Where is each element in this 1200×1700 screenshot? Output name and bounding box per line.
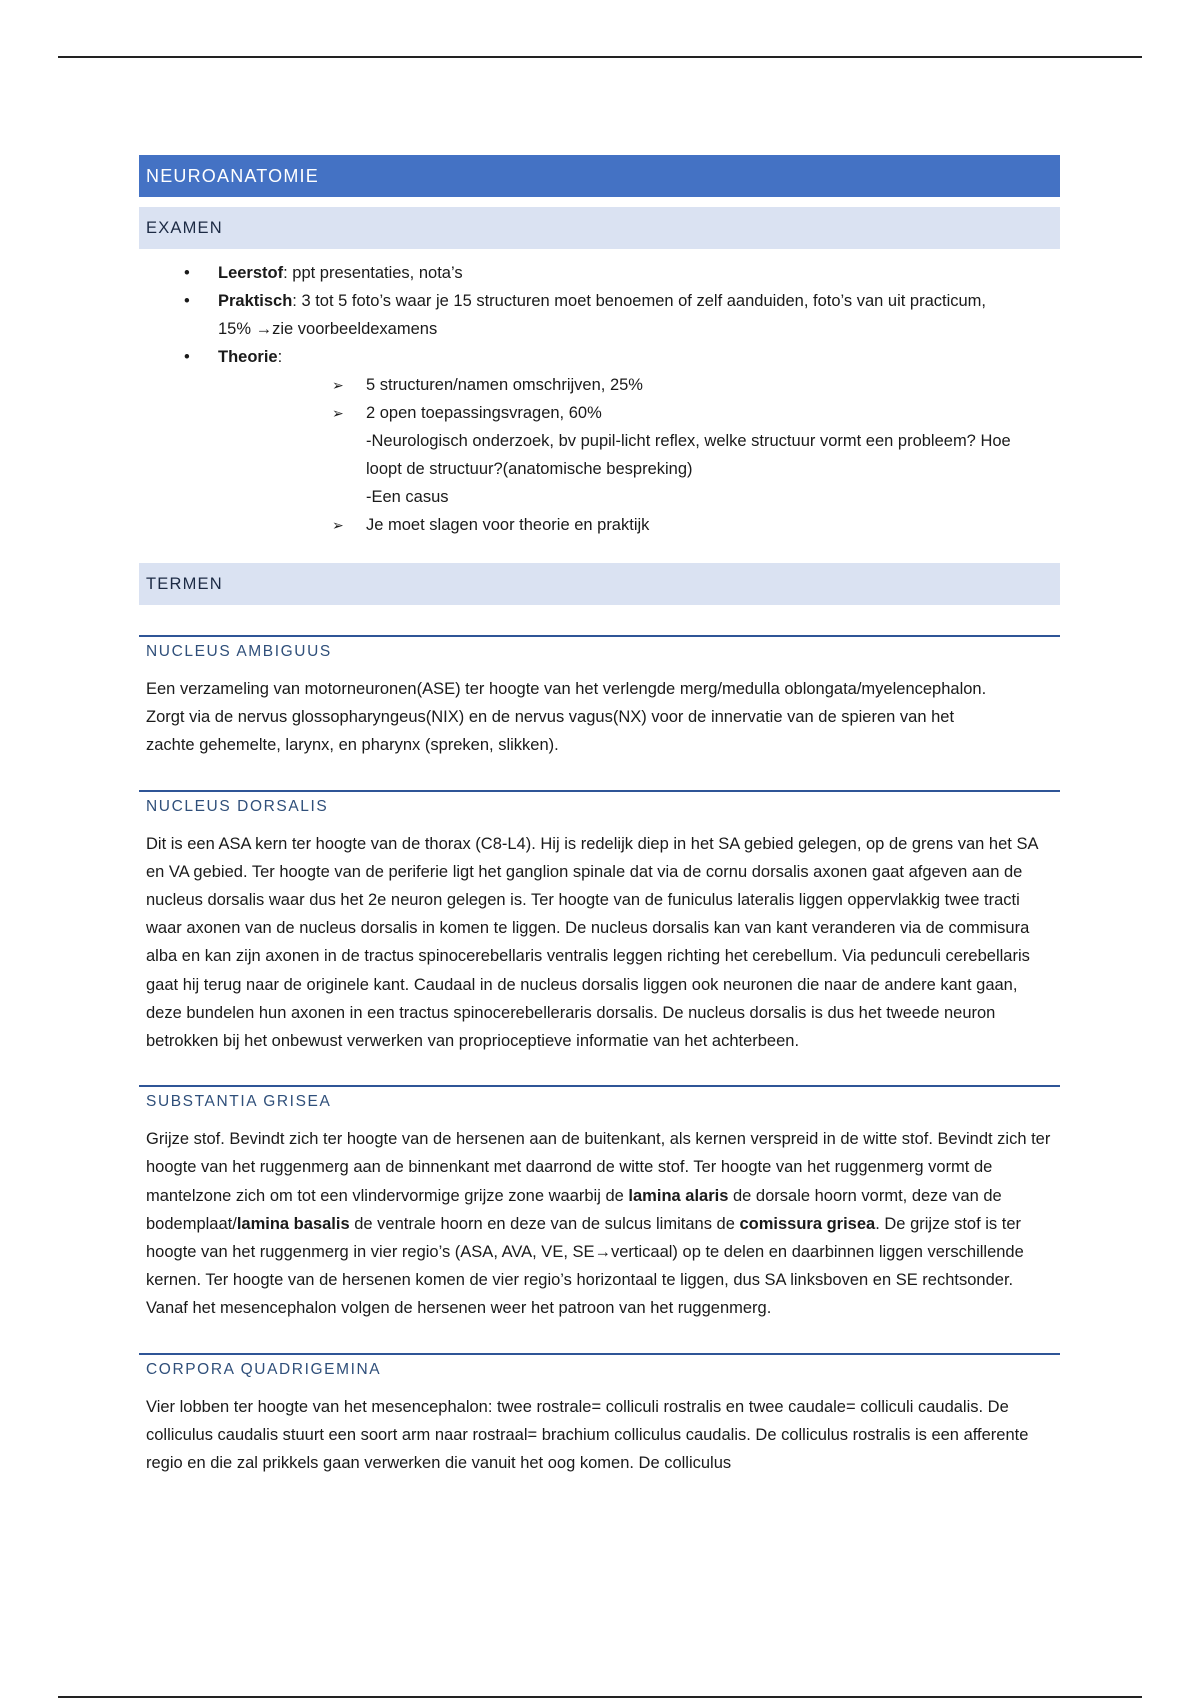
- term-body-nucleus-ambiguus: Een verzameling van motorneuronen(ASE) ter hoogte van het verlengde merg/medulla oblongata/myelencephalon. Zorgt via de nervus glossopharyngeus(NIX) en de nervus vagus(NX) voor de innervatie van de spieren van het zachte gehemelte, larynx, en pharynx (spreken, slikken).: [146, 680, 987, 755]
- document-title: [139, 155, 1060, 197]
- section-heading-examen-text: EXAMEN: [146, 218, 223, 237]
- list-item-text: : ppt presentaties, nota’s: [283, 264, 463, 282]
- term-heading-text: NUCLEUS AMBIGUUS: [146, 643, 332, 660]
- bullet-icon: •: [184, 292, 190, 310]
- arrow-bullet-icon: ➢: [332, 377, 344, 393]
- list-item-label: Theorie: [218, 348, 278, 366]
- sublist-item-text: Je moet slagen voor theorie en praktijk: [366, 516, 650, 534]
- term-body-text: de ventrale hoorn en deze van de sulcus limitans de: [349, 1214, 740, 1233]
- section-heading-termen: [139, 563, 1060, 605]
- term-heading-substantia-grisea: [139, 1085, 1060, 1111]
- document-content: [139, 155, 1060, 1477]
- list-item-label: Leerstof: [218, 264, 284, 282]
- term-body-text: . De grijze stof is ter hoogte van het ruggenmerg in vier regio’s (ASA, AVA, VE, SE→verticaal) op te delen en daarbinnen liggen verschillende kernen. Ter hoogte van de hersenen komen de vier regio’s horizontaal te liggen, dus SA linksboven en SE rechtsonder. Vanaf het mesencephalon volgen de hersenen weer het patroon van het ruggenmerg.: [146, 1214, 1024, 1318]
- term-heading-text: NUCLEUS DORSALIS: [146, 797, 329, 815]
- term-bold-text: lamina basalis: [236, 1214, 350, 1233]
- sublist-item: [218, 371, 1060, 399]
- bullet-icon: •: [184, 264, 190, 282]
- term-body-substantia-grisea: [139, 1125, 1060, 1322]
- list-item-praktisch: [139, 287, 1060, 343]
- arrow-bullet-icon: ➢: [332, 517, 344, 533]
- list-item-label: Praktisch: [218, 292, 293, 310]
- examen-list: [139, 259, 1060, 539]
- term-body-nucleus-dorsalis: Dit is een ASA kern ter hoogte van de thorax (C8-L4). Hij is redelijk diep in het SA gebied gelegen, op de grens van het SA en VA gebied. Ter hoogte van de periferie ligt het ganglion spinale dat via de cornu dorsalis axonen gaat afgeven aan de nucleus dorsalis waar dus het 2e neuron gelegen is. Ter hoogte van de funiculus lateralis liggen oppervlakkig twee tracti waar axonen van de nucleus dorsalis in komen te liggen. De nucleus dorsalis kan van kant veranderen via de commisura alba en kan zijn axonen in de tractus spinocerebellaris ventralis leggen richting het cerebellum. Via pedunculi cerebellaris gaat hij terug naar de originele kant. Caudaal in de nucleus dorsalis liggen ook neuronen die naar de andere kant gaan, deze bundelen hun axonen in een tractus spinocerebelleraris dorsalis. De nucleus dorsalis is dus het tweede neuron betrokken bij het onbewust verwerken van proprioceptieve informatie van het achterbeen.: [146, 834, 1038, 1051]
- term-heading-nucleus-ambiguus: [139, 635, 1060, 661]
- sublist-item-continuation: -Neurologisch onderzoek, bv pupil-licht reflex, welke structuur vormt een probleem? Hoe loopt de structuur?(anatomische bespreking): [366, 432, 1011, 478]
- section-heading-examen: [139, 207, 1060, 249]
- term-body-corpora-quadrigemina: Vier lobben ter hoogte van het mesencephalon: twee rostrale= colliculi rostralis en twee caudale= colliculi caudalis. De colliculus caudalis stuurt een soort arm naar rostraal= brachium colliculus caudalis. De colliculus rostralis is een afferente regio en die zal prikkels gaan verwerken die vanuit het oog komen. De colliculus: [146, 1397, 1029, 1473]
- section-heading-termen-text: TERMEN: [146, 574, 223, 593]
- theorie-sublist: [297, 371, 1060, 539]
- list-item-text: :: [277, 348, 283, 366]
- document-title-text: NEUROANATOMIE: [146, 165, 319, 186]
- sublist-item: [218, 399, 1060, 511]
- term-heading-text: CORPORA QUADRIGEMINA: [146, 1360, 382, 1378]
- sublist-item-text: 5 structuren/namen omschrijven, 25%: [366, 376, 643, 394]
- list-item-theorie: [139, 343, 1060, 539]
- page-top-rule: [58, 56, 1142, 58]
- term-body-text: Grijze stof. Bevindt zich ter hoogte van de hersenen aan de buitenkant, als kernen verspreid in de witte stof. Bevindt zich ter hoogte van het ruggenmerg aan de binnenkant met daarrond de witte stof. Ter hoogte van het ruggenmerg vormt de mantelzone zich om tot een vlindervormige grijze zone waarbij de: [146, 1130, 1051, 1205]
- term-body-text: de dorsale hoorn vormt, deze van de bodemplaat/: [146, 1186, 1002, 1233]
- arrow-bullet-icon: ➢: [332, 405, 344, 421]
- bullet-icon: •: [184, 348, 190, 366]
- list-item-leerstof: [139, 259, 1060, 287]
- term-heading-text: SUBSTANTIA GRISEA: [146, 1093, 332, 1111]
- term-heading-nucleus-dorsalis: [139, 790, 1060, 816]
- term-heading-corpora-quadrigemina: [139, 1353, 1060, 1379]
- list-item-text: : 3 tot 5 foto’s waar je 15 structuren moet benoemen of zelf aanduiden, foto’s van uit practicum, 15% →zie voorbeeldexamens: [218, 292, 987, 338]
- term-bold-text: comissura grisea: [739, 1214, 876, 1233]
- sublist-item-text: 2 open toepassingsvragen, 60%: [366, 404, 602, 422]
- term-bold-text: lamina alaris: [628, 1186, 729, 1205]
- sublist-item: [218, 511, 1060, 539]
- page-bottom-rule: [58, 1696, 1142, 1698]
- sublist-item-continuation: -Een casus: [366, 488, 449, 506]
